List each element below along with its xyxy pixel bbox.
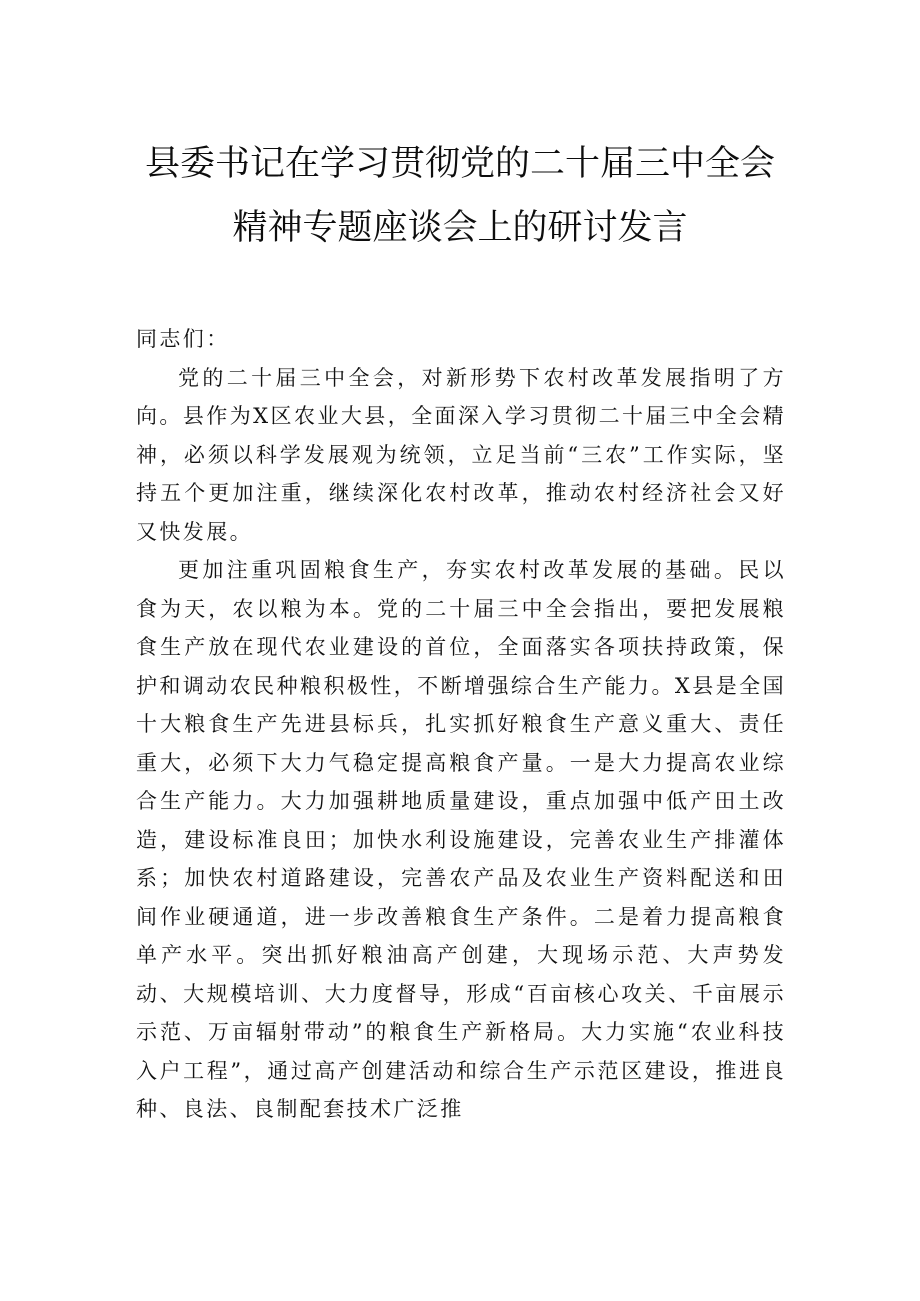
title-line-1: 县委书记在学习贯彻党的二十届三中全会	[144, 144, 775, 184]
paragraph-2: 更加注重巩固粮食生产，夯实农村改革发展的基础。民以食为天，农以粮为本。党的二十届三中全会指出，要把发展粮食生产放在现代农业建设的首位，全面落实各项扶持政策，保护和调动农民种粮积极性，不断增强综合生产能力。X县是全国十大粮食生产先进县标兵，扎实抓好粮食生产意义重大、责任重大，必须下大力气稳定提高粮食产量。一是大力提高农业综合生产能力。大力加强耕地质量建设，重点加强中低产田土改造，建设标准良田；加快水利设施建设，完善农业生产排灌体系；加快农村道路建设，完善农产品及农业生产资料配送和田间作业硬通道，进一步改善粮食生产条件。二是着力提高粮食单产水平。突出抓好粮油高产创建，大现场示范、大声势发动、大规模培训、大力度督导，形成“百亩核心攻关、千亩展示示范、万亩辐射带动”的粮食生产新格局。大力实施“农业科技入户工程”，通过高产创建活动和综合生产示范区建设，推进良种、良法、良制配套技术广泛推	[136, 558, 786, 1121]
document-body	[136, 320, 786, 1129]
title-line-2: 精神专题座谈会上的研讨发言	[232, 208, 688, 248]
paragraph-1: 党的二十届三中全会，对新形势下农村改革发展指明了方向。县作为X区农业大县，全面深入学习贯彻二十届三中全会精神，必须以科学发展观为统领，立足当前“三农”工作实际，坚持五个更加注重，继续深化农村改革，推动农村经济社会又好又快发展。	[136, 365, 786, 544]
salutation: 同志们：	[136, 327, 230, 351]
document-title	[120, 132, 800, 260]
